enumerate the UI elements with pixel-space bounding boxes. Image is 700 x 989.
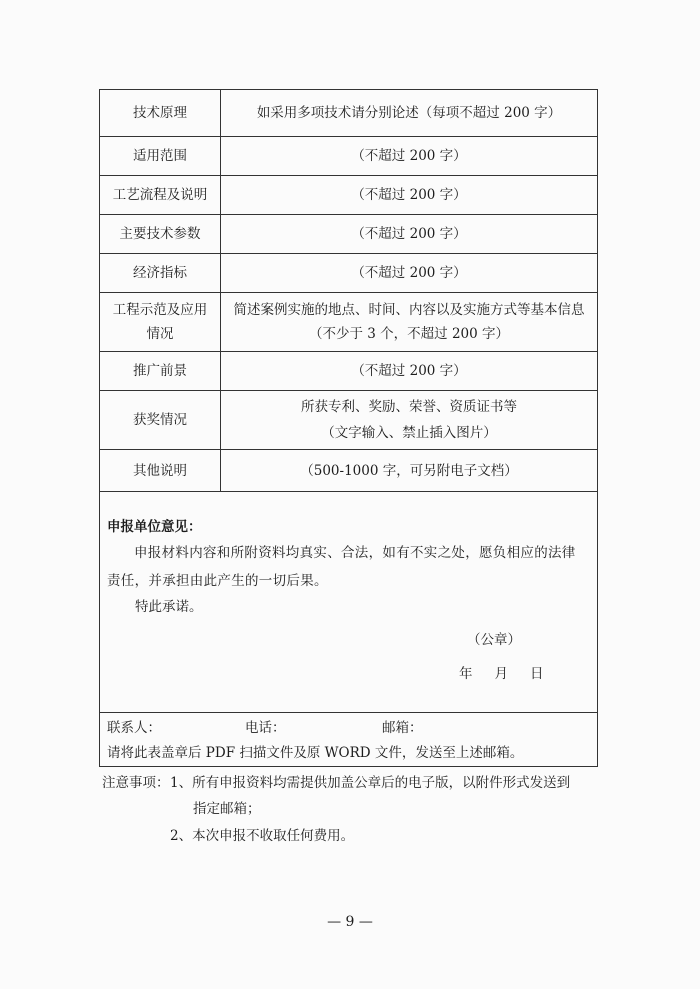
contact-section (99, 712, 598, 767)
row-label-scope: 适用范围 (100, 137, 221, 176)
note-item-1-continuation: 指定邮箱； (193, 801, 261, 817)
date-year: 年 (459, 666, 473, 682)
phone-label: 电话： (245, 720, 286, 736)
row-label-other: 其他说明 (100, 450, 221, 492)
row-label-line: 情况 (146, 326, 174, 342)
row-label-process: 工艺流程及说明 (100, 176, 221, 215)
official-seal-placeholder: （公章） (467, 632, 521, 648)
opinion-title: 申报单位意见： (107, 519, 202, 535)
note-item-2: 2、本次申报不收取任何费用。 (170, 828, 355, 844)
table-row (100, 293, 598, 352)
row-content-demonstration (221, 293, 598, 352)
date-line (459, 662, 566, 682)
date-day: 日 (530, 666, 544, 682)
opinion-pledge: 特此承诺。 (135, 599, 203, 615)
row-label-technical-principle: 技术原理 (100, 90, 221, 137)
table-row (100, 254, 598, 293)
contact-person-label: 联系人： (107, 720, 161, 736)
row-content-economic: （不超过 200 字） (221, 254, 598, 293)
row-content-awards (221, 391, 598, 450)
row-content-technical-principle: 如采用多项技术请分别论述（每项不超过 200 字） (221, 90, 598, 137)
table-row (100, 137, 598, 176)
row-label-awards: 获奖情况 (100, 391, 221, 450)
table-row (100, 391, 598, 450)
row-content-line: （不少于 3 个，不超过 200 字） (308, 326, 510, 342)
row-content-process: （不超过 200 字） (221, 176, 598, 215)
notes-label: 注意事项： (102, 775, 170, 791)
note-item-1: 1、所有申报资料均需提供加盖公章后的电子版，以附件形式发送到 (170, 775, 571, 791)
table-row (100, 215, 598, 254)
row-content-line: 简述案例实施的地点、时间、内容以及实施方式等基本信息 (233, 302, 585, 318)
row-content-parameters: （不超过 200 字） (221, 215, 598, 254)
applicant-opinion-section (99, 481, 598, 713)
application-form-table (99, 89, 598, 492)
email-label: 邮箱： (382, 720, 423, 736)
row-label-parameters: 主要技术参数 (100, 215, 221, 254)
row-label-demonstration (100, 293, 221, 352)
row-content-prospects: （不超过 200 字） (221, 352, 598, 391)
date-month: 月 (494, 666, 508, 682)
row-label-economic: 经济指标 (100, 254, 221, 293)
submission-instruction: 请将此表盖章后 PDF 扫描文件及原 WORD 文件，发送至上述邮箱。 (107, 745, 524, 761)
opinion-body: 申报材料内容和所附资料均真实、合法，如有不实之处，愿负相应的法律责任，并承担由此产生的一切后果。 (107, 545, 576, 589)
table-row (100, 176, 598, 215)
table-row (100, 90, 598, 137)
page-number: — 9 — (327, 914, 373, 930)
table-row (100, 352, 598, 391)
row-content-line: （文字输入、禁止插入图片） (321, 425, 497, 441)
row-label-prospects: 推广前景 (100, 352, 221, 391)
row-label-line: 工程示范及应用 (112, 302, 208, 318)
row-content-other: （500-1000 字，可另附电子文档） (221, 450, 598, 492)
row-content-line: 所获专利、奖励、荣誉、资质证书等 (301, 399, 517, 415)
row-content-scope: （不超过 200 字） (221, 137, 598, 176)
